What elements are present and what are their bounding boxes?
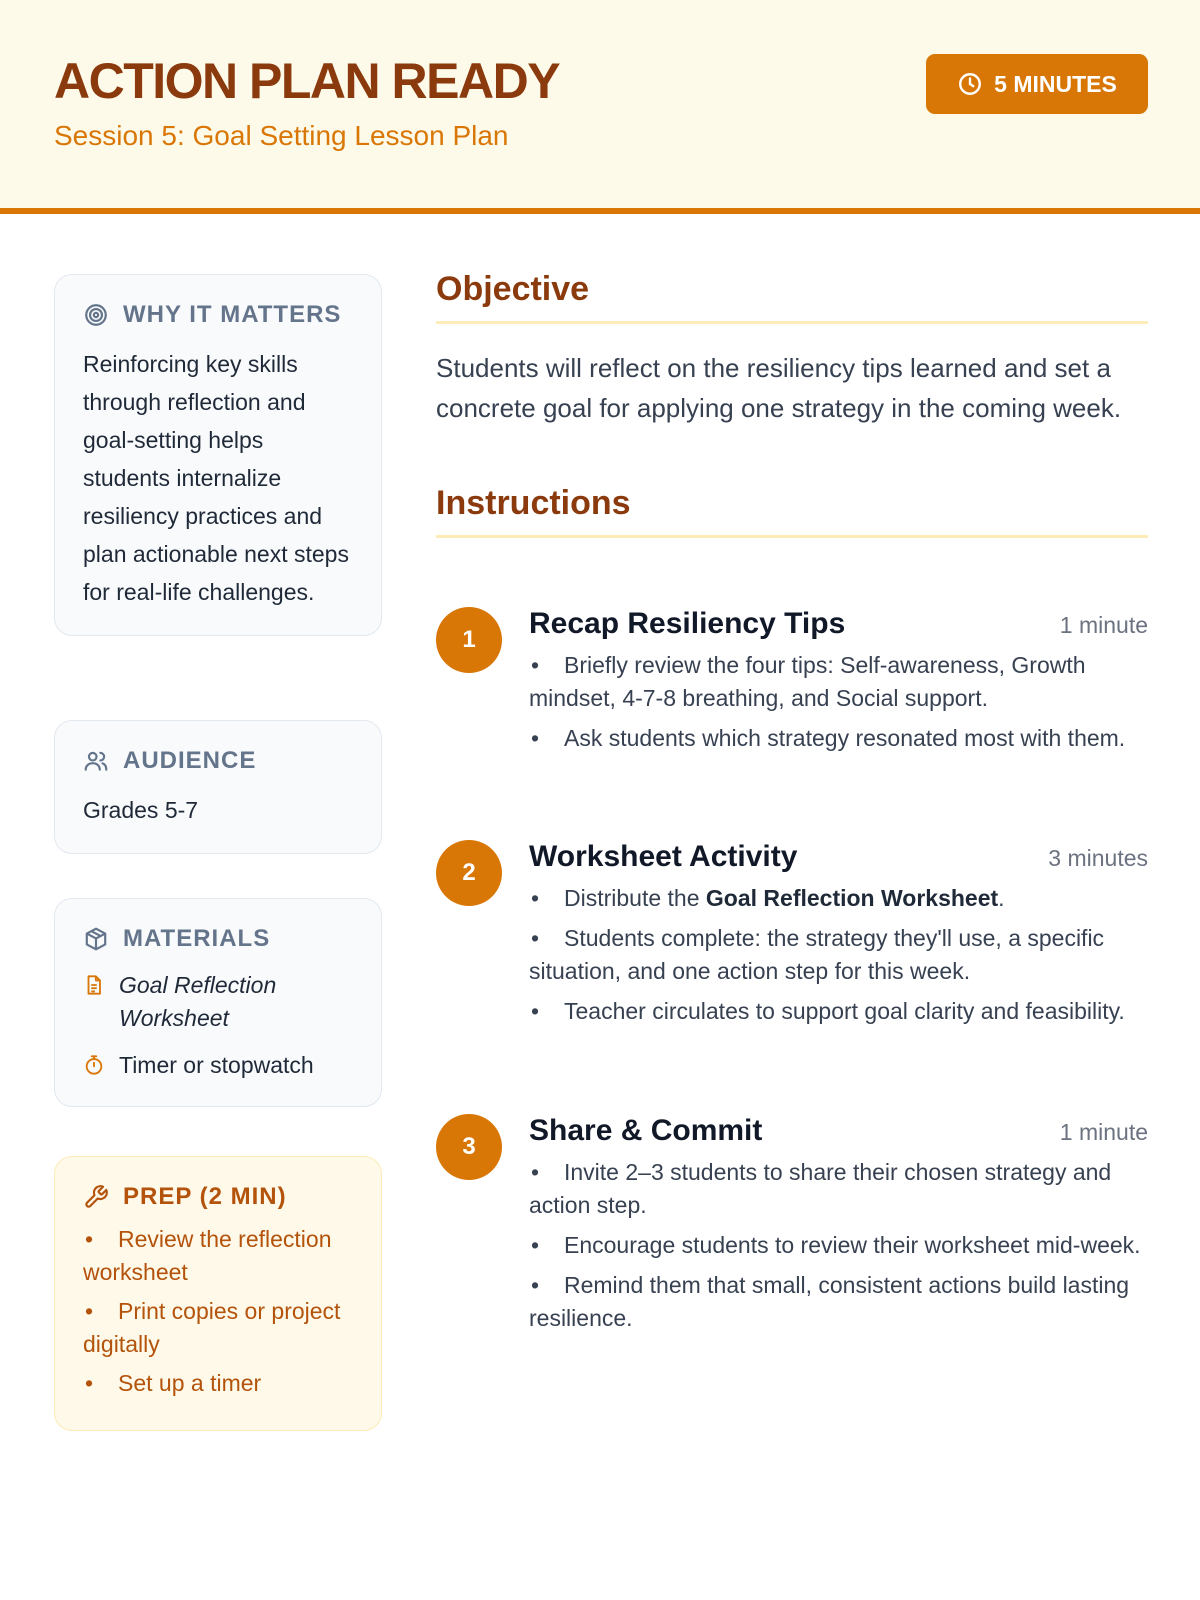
step-title: Worksheet Activity — [529, 840, 798, 873]
prep-card — [54, 1156, 382, 1431]
why-heading — [83, 301, 355, 329]
prep-item: • Set up a timer — [83, 1367, 355, 1400]
audience-heading — [83, 747, 355, 775]
audience-body: Grades 5-7 — [83, 797, 199, 823]
duration-label: 5 MINUTES — [994, 70, 1117, 97]
step-time: 1 minute — [1059, 1119, 1148, 1145]
objective-text: Students will reflect on the resiliency tips learned and set a concrete goal for applying one strategy in the coming week. — [436, 353, 1122, 423]
document-icon — [83, 974, 105, 996]
target-icon — [83, 302, 109, 328]
step-title: Share & Commit — [529, 1114, 763, 1147]
instructions-heading: Instructions — [436, 484, 1148, 538]
step-bullet-prefix: Distribute the — [564, 885, 706, 911]
main-content — [436, 270, 1148, 538]
duration-badge — [926, 54, 1148, 114]
stopwatch-icon — [83, 1054, 105, 1076]
step-bullet: • Students complete: the strategy they'll use, a specific situation, and one action step for this week. — [529, 922, 1148, 988]
step-bullets — [529, 1156, 1148, 1335]
page-subtitle: Session 5: Goal Setting Lesson Plan — [54, 120, 509, 151]
material-item-label: Goal Reflection Worksheet — [119, 972, 277, 1031]
step-title: Recap Resiliency Tips — [529, 607, 846, 640]
why-heading-label: WHY IT MATTERS — [123, 301, 342, 328]
materials-heading-label: MATERIALS — [123, 925, 271, 952]
step-bullet: • Ask students which strategy resonated most with them. — [529, 722, 1148, 755]
materials-card — [54, 898, 382, 1107]
step-bullet-suffix: . — [998, 885, 1005, 911]
step-number: 2 — [436, 840, 502, 906]
package-icon — [83, 926, 109, 952]
prep-item: • Review the reflection worksheet — [83, 1223, 355, 1289]
step-time: 3 minutes — [1048, 845, 1148, 871]
step-bullets — [529, 649, 1148, 755]
step-bullet: • Remind them that small, consistent actions build lasting resilience. — [529, 1269, 1148, 1335]
step-bullet: • Encourage students to review their worksheet mid-week. — [529, 1229, 1148, 1262]
material-item-label: Timer or stopwatch — [119, 1052, 314, 1078]
material-item — [83, 1049, 355, 1082]
step-time: 1 minute — [1059, 612, 1148, 638]
clock-icon — [957, 71, 983, 97]
step-bullets — [529, 882, 1148, 1028]
step-bullet: • Teacher circulates to support goal clarity and feasibility. — [529, 995, 1148, 1028]
objective-heading: Objective — [436, 270, 1148, 324]
users-icon — [83, 748, 109, 774]
prep-heading-label: PREP (2 MIN) — [123, 1183, 287, 1210]
materials-heading — [83, 925, 355, 953]
audience-card — [54, 720, 382, 854]
step-bullet: • Invite 2–3 students to share their chosen strategy and action step. — [529, 1156, 1148, 1222]
page-title: ACTION PLAN READY — [54, 53, 560, 109]
why-body: Reinforcing key skills through reflection and goal-setting helps students internalize resiliency practices and plan actionable next steps for real-life challenges. — [83, 351, 349, 605]
step-number: 3 — [436, 1114, 502, 1180]
step-number: 1 — [436, 607, 502, 673]
step-bullet — [529, 882, 1148, 915]
prep-item: • Print copies or project digitally — [83, 1295, 355, 1361]
step-content — [529, 607, 1148, 762]
audience-heading-label: AUDIENCE — [123, 747, 257, 774]
step-bullet: • Briefly review the four tips: Self-awareness, Growth mindset, 4-7-8 breathing, and Social support. — [529, 649, 1148, 715]
prep-heading — [83, 1183, 355, 1211]
material-item — [83, 969, 355, 1035]
step-content — [529, 1114, 1148, 1342]
worksheet-name: Goal Reflection Worksheet — [705, 885, 999, 911]
why-it-matters-card — [54, 274, 382, 636]
wrench-icon — [83, 1184, 109, 1210]
prep-list — [83, 1223, 355, 1400]
page-header — [0, 0, 1200, 214]
step-content — [529, 840, 1148, 1035]
